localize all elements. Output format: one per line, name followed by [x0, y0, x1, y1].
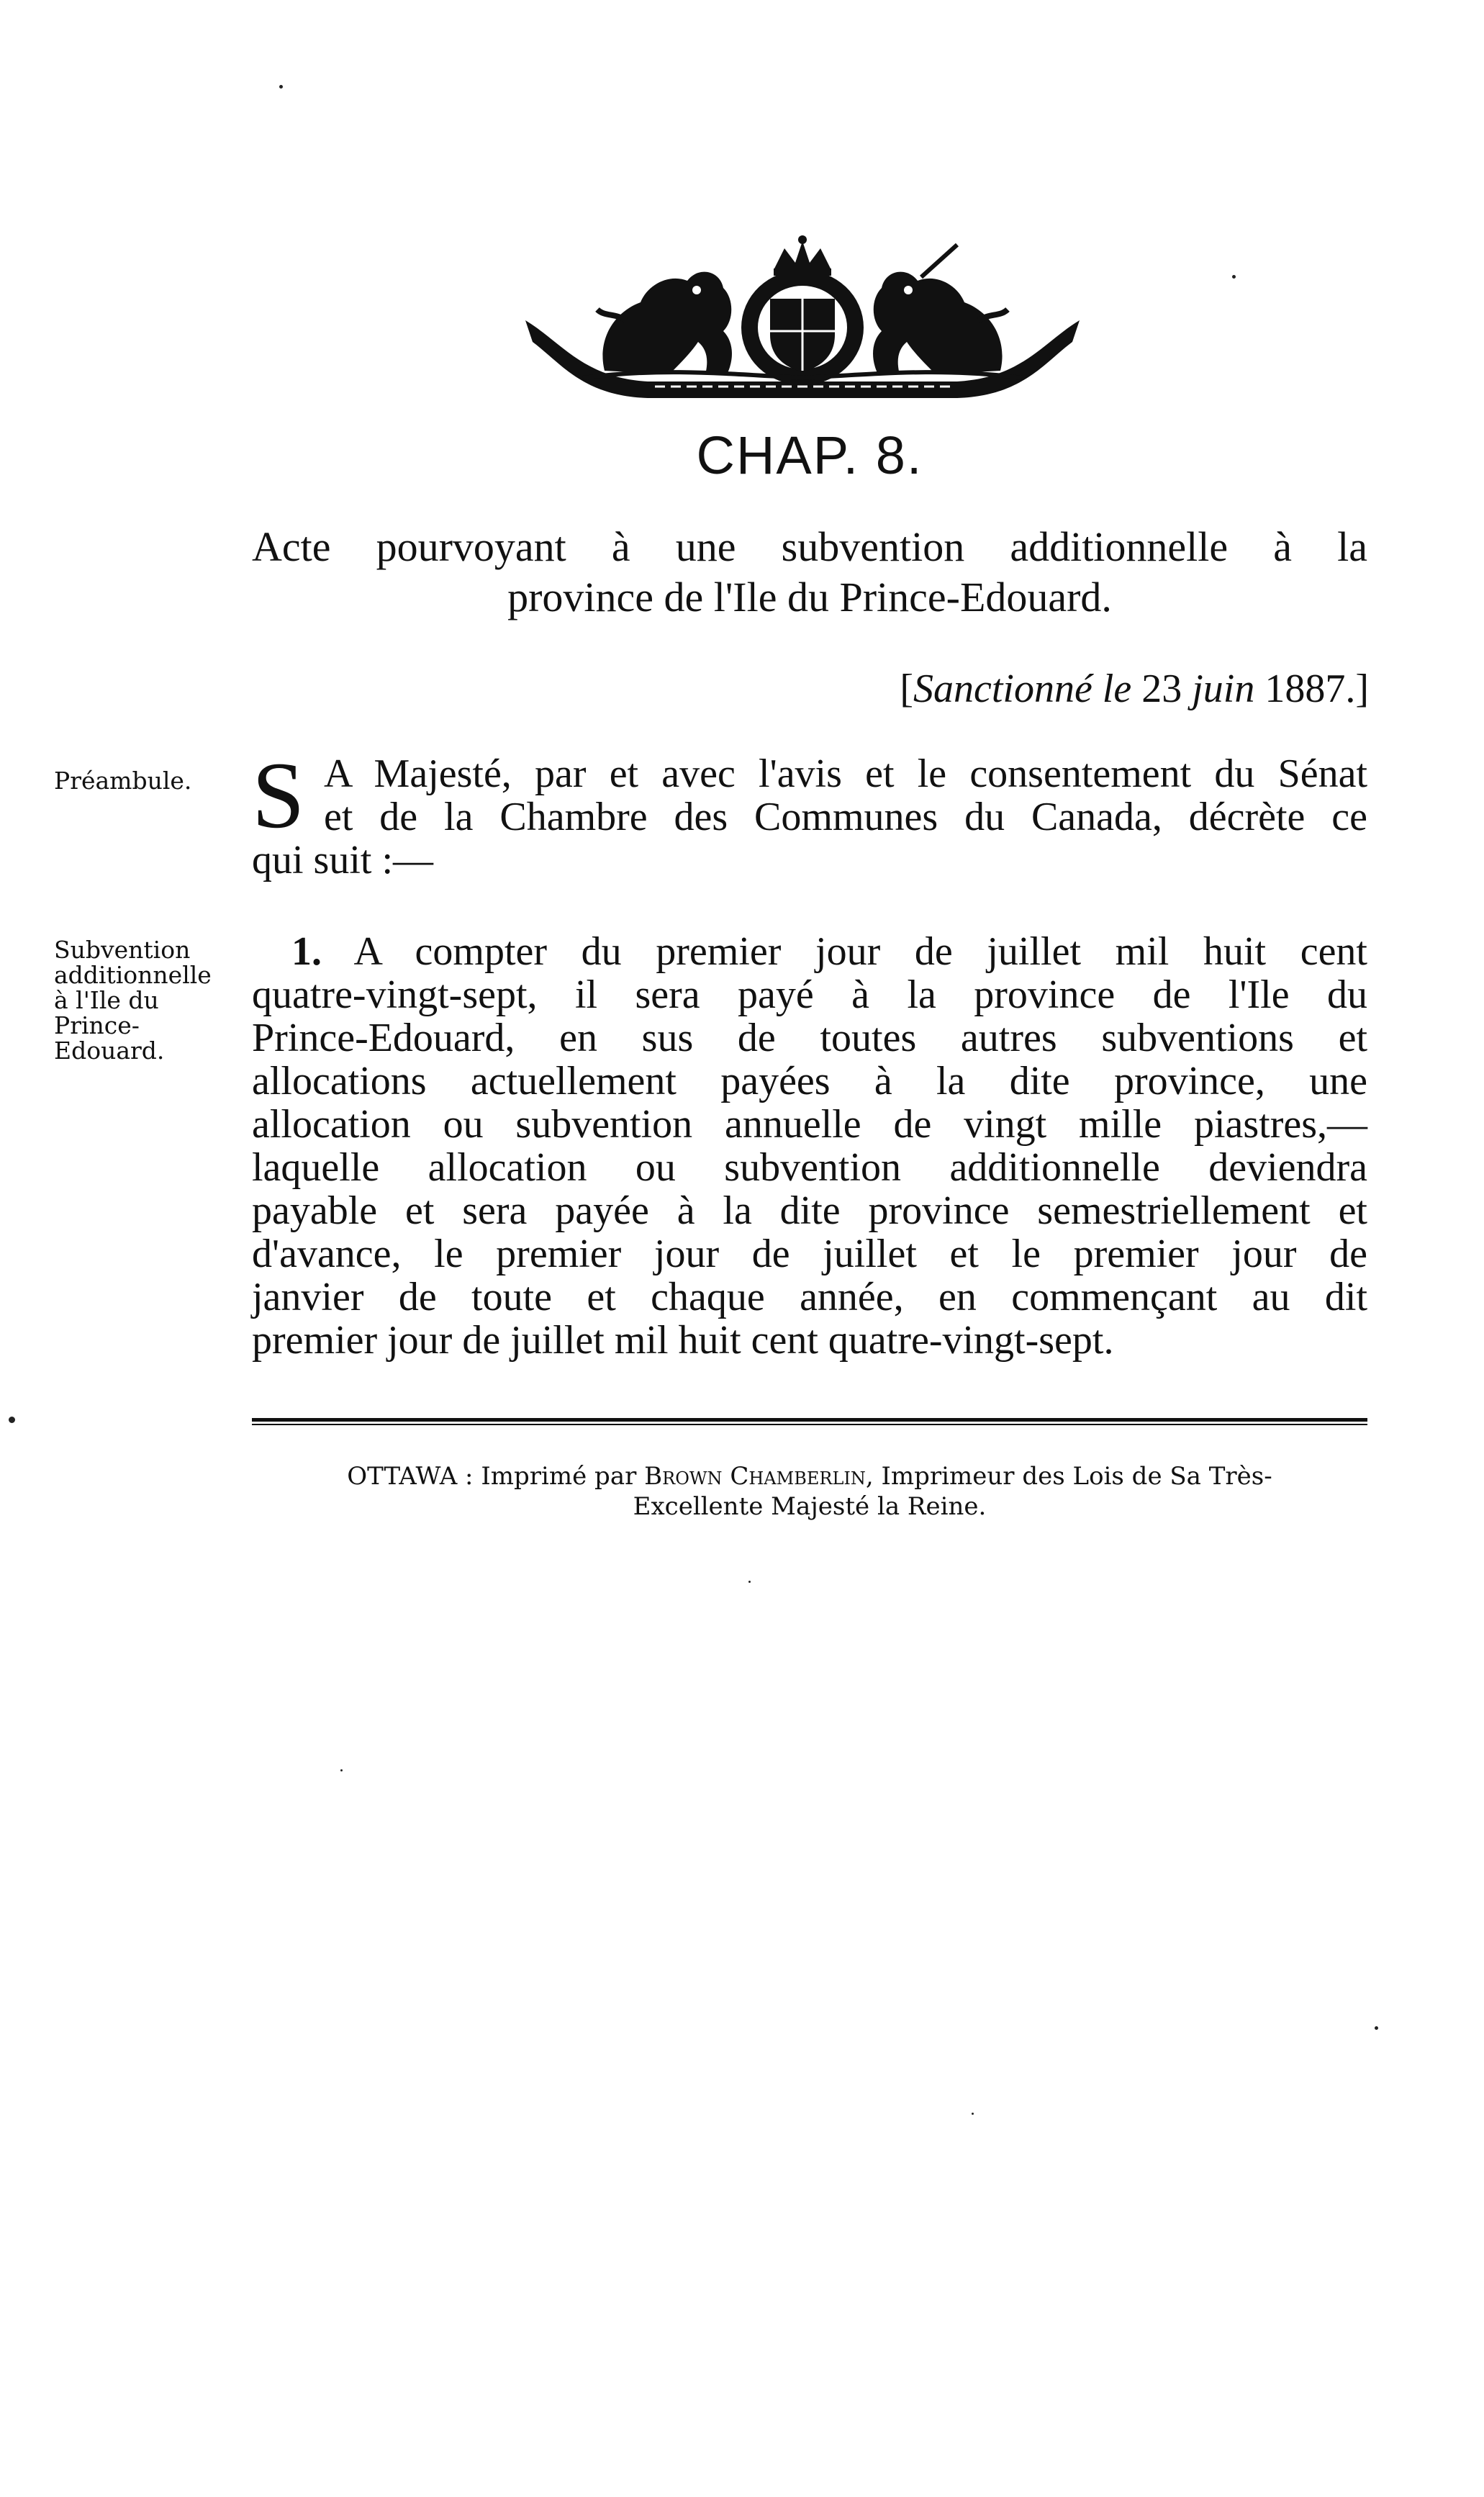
- margin-note-line: à l'Ile du: [54, 986, 159, 1014]
- scan-speck: [279, 85, 283, 89]
- scan-speck: [748, 1581, 751, 1583]
- chapter-title: CHAP. 8.: [696, 425, 923, 485]
- assent-bracket: [: [900, 667, 913, 711]
- section-line: janvier de toute et chaque année, en commençant au dit: [252, 1275, 1367, 1319]
- scan-speck: [1232, 275, 1236, 279]
- imprint-line-2: Excellente Majesté la Reine.: [633, 1492, 987, 1521]
- assent-month: juin: [1192, 667, 1255, 711]
- section-line: quatre-vingt-sept, il sera payé à la province de l'Ile du: [252, 972, 1367, 1017]
- printer-imprint: [252, 1461, 1367, 1522]
- margin-note-preamble: Préambule.: [54, 767, 192, 795]
- section-1-paragraph: [252, 930, 1367, 1362]
- act-title: [252, 522, 1367, 623]
- section-number: 1.: [291, 929, 322, 974]
- section-line: payable et sera payée à la dite province semestriellement et: [252, 1188, 1367, 1233]
- section-line: allocations actuellement payées à la dite province, une: [252, 1059, 1367, 1103]
- margin-note-line: additionnelle: [54, 961, 212, 989]
- margin-note-line: Prince-: [54, 1011, 140, 1039]
- preamble-line: qui suit :—: [252, 838, 434, 882]
- royal-assent-date: [900, 666, 1369, 712]
- preamble-line: et de la Chambre des Communes du Canada, décrète ce: [324, 795, 1367, 839]
- preamble-paragraph: [252, 742, 1367, 882]
- imprint-line-1: [252, 1461, 1367, 1491]
- assent-day: 23: [1131, 667, 1193, 711]
- section-line: allocation ou subvention annuelle de vingt mille piastres,—: [252, 1102, 1367, 1147]
- imprint-suffix: , Imprimeur des Lois de Sa Très-: [865, 1462, 1272, 1491]
- section-line: d'avance, le premier jour de juillet et le premier jour de: [252, 1232, 1367, 1276]
- margin-note-line: Edouard.: [54, 1037, 165, 1065]
- imprint-printer-name: Brown Chamberlin: [644, 1462, 866, 1491]
- section-line: Prince-Edouard, en sus de toutes autres subventions et: [252, 1016, 1367, 1060]
- horizontal-rule-thin: [252, 1424, 1367, 1425]
- royal-coat-of-arms-icon: [518, 234, 1087, 399]
- margin-note-subvention: [54, 937, 241, 1063]
- section-line: [252, 930, 1367, 973]
- preamble-drop-cap: S: [252, 742, 305, 848]
- section-line: laquelle allocation ou subvention additionnelle deviendra: [252, 1145, 1367, 1190]
- margin-note-line: Subvention: [54, 936, 191, 964]
- section-line: premier jour de juillet mil huit cent quatre-vingt-sept.: [252, 1318, 1114, 1363]
- assent-word: Sanctionné le: [913, 667, 1132, 711]
- scan-speck: [1375, 2026, 1378, 2030]
- preamble-line: A Majesté, par et avec l'avis et le consentement du Sénat: [324, 751, 1367, 796]
- scan-speck: [972, 2113, 974, 2115]
- assent-year: 1887.]: [1254, 667, 1369, 711]
- section-line-text: A compter du premier jour de juillet mil huit cent: [353, 929, 1367, 974]
- scan-speck: [9, 1417, 15, 1423]
- act-title-line-2: province de l'Ile du Prince-Edouard.: [507, 574, 1112, 620]
- imprint-prefix: OTTAWA : Imprimé par: [347, 1462, 645, 1491]
- horizontal-rule: [252, 1418, 1367, 1422]
- act-title-line-1: Acte pourvoyant à une subvention additionnelle à la: [252, 523, 1367, 570]
- scan-speck: [340, 1769, 343, 1771]
